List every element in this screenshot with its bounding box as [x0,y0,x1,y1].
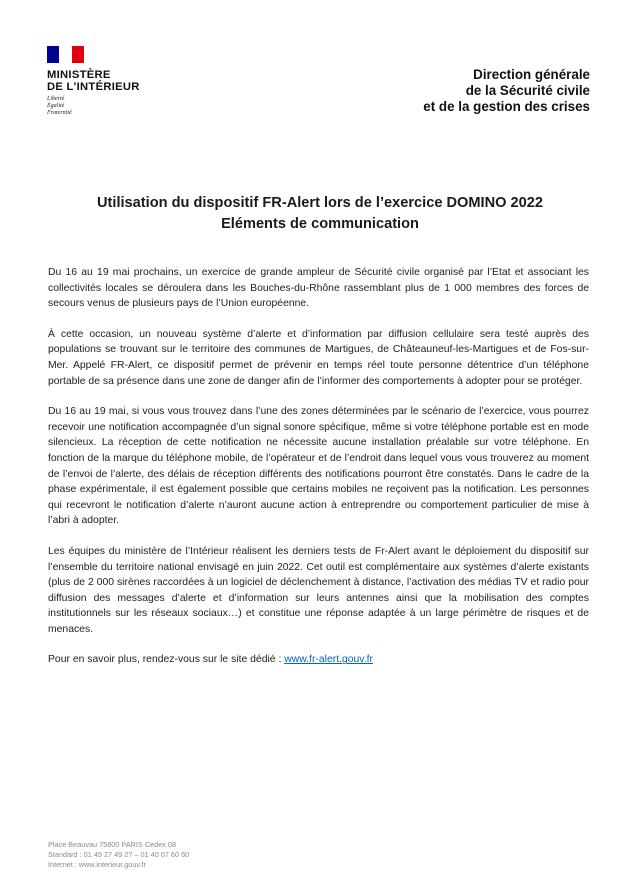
republic-motto [47,96,187,117]
title-line-1: Utilisation du dispositif FR-Alert lors de l’exercice DOMINO 2022 [96,195,544,211]
footer-address [48,840,189,870]
footer-line-3: Internet : www.interieur.gouv.fr [48,860,147,869]
fr-alert-link[interactable]: www.fr-alert.gouv.fr [284,654,373,666]
closing-paragraph [48,652,589,668]
ministry-name [47,69,187,93]
direction-heading [423,67,590,115]
paragraph-3: Du 16 au 19 mai, si vous vous trouvez dans l’une des zones déterminées par le scénario de l’exercice, vous pourrez recevoir une notification accompagnée d’un signal sonore spécifique, même si votre téléphone portable est en mode silencieux. La réception de cette notification ne nécessite aucune installation préalable sur votre téléphone. En fonction de la marque du téléphone mobile, de l’opérateur et de l’endroit dans lequel vous vous trouverez au moment de l’envoi de l’alerte, des délais de réception différents des notifications pourront être constatés. Dans le cadre de la phase expérimentale, il est également possible que certains mobiles ne reçoivent pas la notification. Les personnes qui recevront le notification d’alerte n’auront aucune action à entreprendre ou comportement particulier de mise à l’abri à adopter. [48,406,589,527]
motto-fraternite: Fraternité [47,110,72,116]
document-title [40,193,600,235]
ministry-name-line-2: DE L'INTÉRIEUR [47,81,140,93]
paragraph-2: À cette occasion, un nouveau système d’alerte et d’information par diffusion cellulaire sera testé auprès des populations se trouvant sur le territoire des communes de Martigues, de Châteauneuf-les-Martigues et de Fos-sur-Mer. Appelé FR-Alert, ce dispositif permet de prévenir en temps réel toute personne détentrice d’un téléphone portable de sa présence dans une zone de danger afin de l’informer des comportements à adopter pour se protéger. [48,328,589,387]
footer-line-2: Standard : 01 49 27 49 27 – 01 40 07 60 60 [48,850,190,859]
french-flag-icon [47,46,84,63]
ministry-logo [47,46,187,117]
paragraph-4: Les équipes du ministère de l’Intérieur réalisent les derniers tests de Fr-Alert avant le déploiement du dispositif sur l’ensemble du territoire national envisagé en juin 2022. Cet outil est complémentaire aux systèmes d’alerte existants (plus de 2 000 sirènes raccordées à un logiciel de déclenchement à distance, l’activation des médias TV et radio pour diffusion des messages d’alerte et d’information sur leurs antennes ainsi que la mobilisation des comptes institutionnels sur les réseaux sociaux…) et constitue une réponse adaptée à un large périmètre de risques et de menaces. [48,545,589,635]
closing-text: Pour en savoir plus, rendez-vous sur le site dédié : [48,654,285,666]
document-body [48,265,589,683]
direction-line-1: Direction générale [473,67,590,82]
ministry-name-line-1: MINISTÈRE [47,69,111,81]
motto-liberte: Liberté [47,96,65,102]
title-line-2: Eléments de communication [221,216,419,232]
paragraph-1: Du 16 au 19 mai prochains, un exercice de grande ampleur de Sécurité civile organisé par l’Etat et associant les collectivités locales se déroulera dans les Bouches-du-Rhône rassemblant plus de 1 000 membres des forces de secours venus de plusieurs pays de l’Union européenne. [48,267,589,310]
motto-egalite: Égalité [47,103,65,109]
direction-line-2: de la Sécurité civile [465,83,590,98]
footer-line-1: Place Beauvau 75800 PARIS Cedex 08 [48,840,177,849]
direction-line-3: et de la gestion des crises [423,99,590,114]
